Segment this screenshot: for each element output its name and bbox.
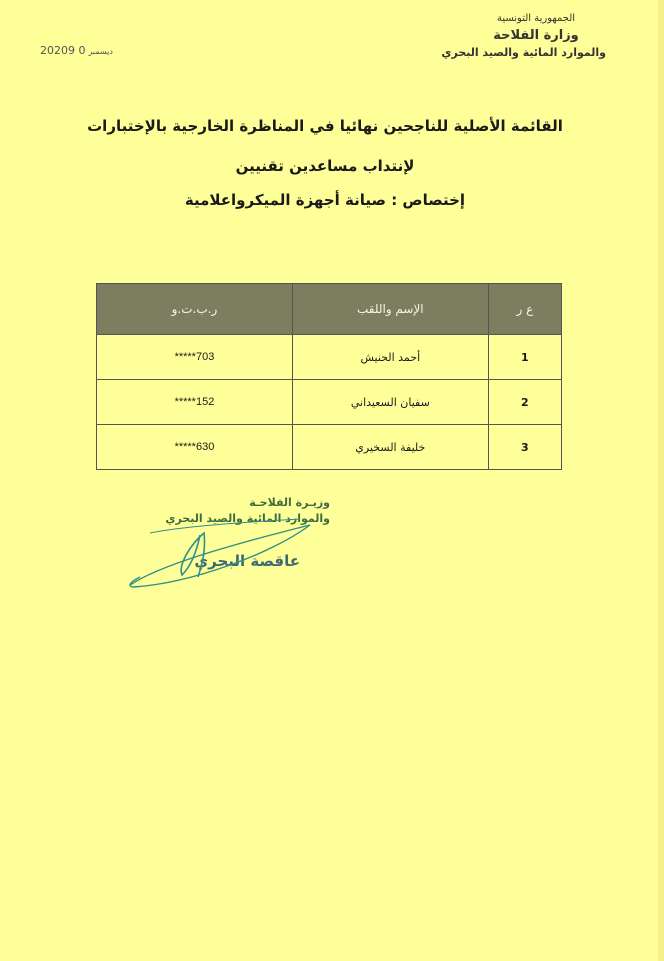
results-table	[96, 283, 562, 470]
letterhead-country: الجمهورية التونسية	[496, 13, 576, 24]
stamp-line-ministry: والموارد المائية والصيد البحري	[165, 512, 330, 525]
header-num: ع ر	[488, 284, 561, 335]
row-cin: *****630	[97, 425, 293, 470]
main-title: القائمة الأصلية للناجحين نهائيا في المناظرة الخارجية بالإختبارات	[87, 117, 563, 135]
table-header-row	[97, 284, 562, 335]
header-name: الإسم واللقب	[292, 284, 488, 335]
date-stamp	[40, 44, 116, 57]
date-year: 2020	[40, 44, 68, 57]
date-day: 0 9	[68, 44, 86, 57]
handwritten-signature	[120, 505, 320, 595]
row-num: 3	[488, 425, 561, 470]
recruitment-title: لإنتداب مساعدين تقنيين	[235, 157, 415, 175]
row-name: سفيان السعيداني	[292, 380, 488, 425]
row-num: 2	[488, 380, 561, 425]
specialty-title: إختصاص : صيانة أجهزة الميكرواعلامية	[184, 191, 466, 209]
date-month: ديسمبر	[88, 47, 113, 56]
header-cin: ر.ب.ت.و	[97, 284, 293, 335]
row-cin: *****703	[97, 335, 293, 380]
table-row	[97, 425, 562, 470]
table-row	[97, 335, 562, 380]
stamp-line-minister: وزيـرة الفلاحـة	[249, 496, 330, 509]
row-name: خليفة السخيري	[292, 425, 488, 470]
row-cin: *****152	[97, 380, 293, 425]
table-row	[97, 380, 562, 425]
letterhead-ministry: وزارة الفلاحة	[493, 28, 579, 43]
row-num: 1	[488, 335, 561, 380]
letterhead-ministry-sub: والموارد المائية والصيد البحري	[441, 46, 606, 59]
page-edge	[658, 0, 664, 961]
row-name: أحمد الحنيش	[292, 335, 488, 380]
signer-name: عاقصة البحري	[194, 552, 300, 570]
letterhead	[441, 10, 606, 61]
